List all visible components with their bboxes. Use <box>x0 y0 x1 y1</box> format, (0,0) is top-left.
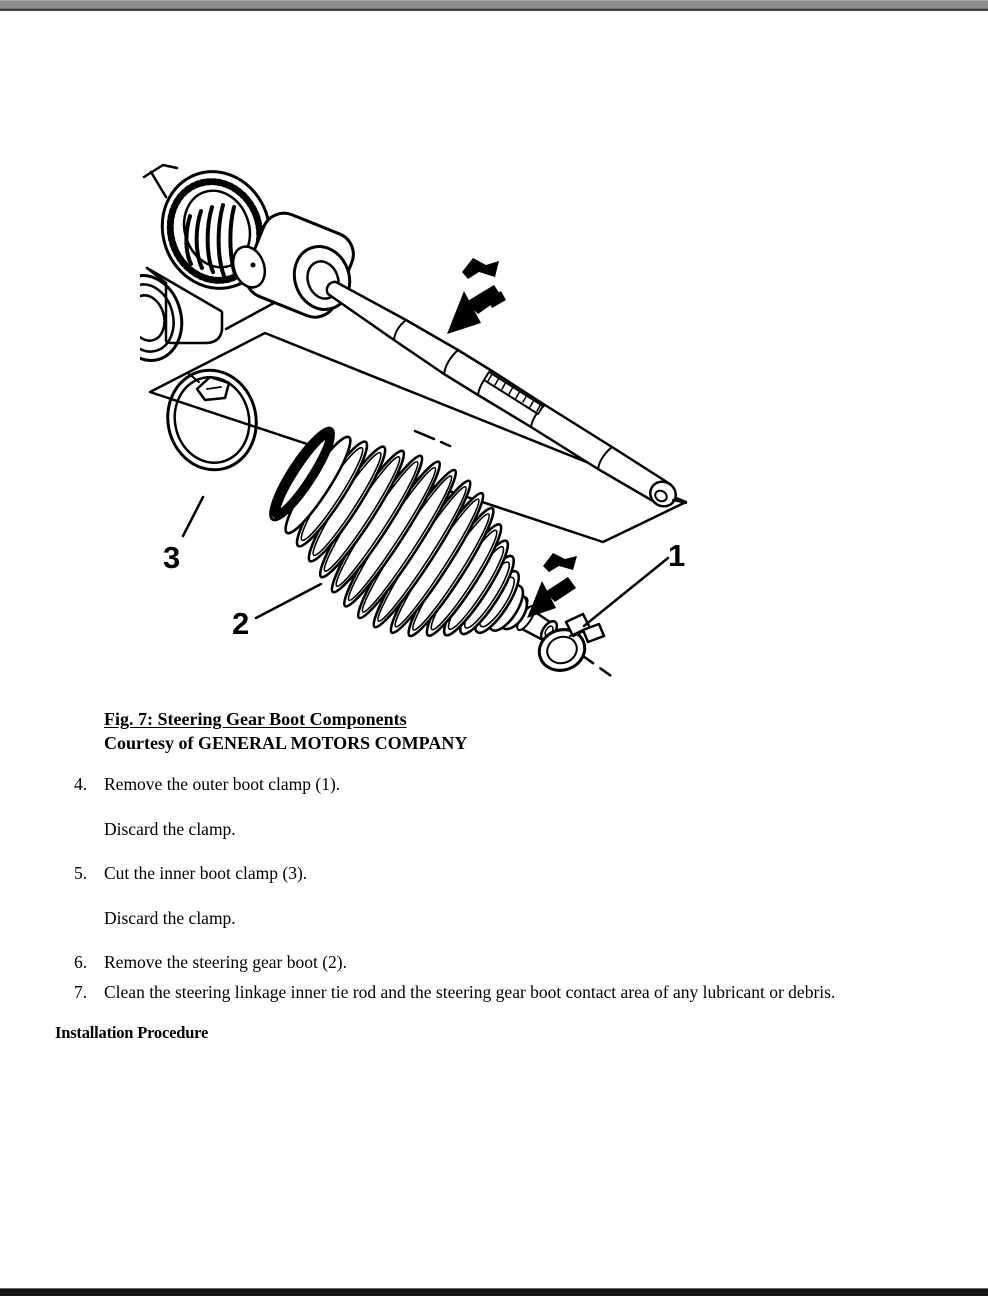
step-text: Cut the inner boot clamp (3). <box>104 863 308 883</box>
part-label-3: 3 <box>163 540 181 575</box>
procedure-step <box>74 773 980 795</box>
dashed-axis-marks <box>415 431 450 446</box>
step-number: 4. <box>74 774 88 794</box>
figure-caption-credit: Courtesy of GENERAL MOTORS COMPANY <box>104 733 468 753</box>
procedure-step <box>74 981 980 1003</box>
step-note: Discard the clamp. <box>104 908 236 928</box>
figure-caption-title: Fig. 7: Steering Gear Boot Components <box>104 709 407 729</box>
leader-line-2 <box>256 584 321 618</box>
step-note: Discard the clamp. <box>104 819 236 839</box>
step-number: 5. <box>74 863 88 883</box>
steering-gear-boot-diagram <box>140 155 700 700</box>
part-label-2: 2 <box>232 606 250 641</box>
remove-arrow-icon-boot <box>527 553 577 618</box>
leader-line-1 <box>584 558 668 626</box>
procedure-step <box>74 951 980 973</box>
step-number: 7. <box>74 982 88 1002</box>
part-label-1: 1 <box>668 538 686 573</box>
window-bottom-bar <box>0 1288 988 1296</box>
window-top-bar <box>0 0 988 11</box>
step-number: 6. <box>74 952 88 972</box>
remove-arrow-icon-tie-rod <box>447 258 506 334</box>
step-text: Remove the steering gear boot (2). <box>104 952 347 972</box>
procedure-step <box>74 862 980 884</box>
figure-caption <box>104 707 467 755</box>
tie-rod-ball-socket <box>228 207 360 324</box>
leader-line-3 <box>183 497 203 536</box>
step-text: Clean the steering linkage inner tie rod and the steering gear boot contact area of any lubricant or debris. <box>104 982 836 1002</box>
step-text: Remove the outer boot clamp (1). <box>104 774 341 794</box>
section-heading: Installation Procedure <box>55 1023 209 1042</box>
